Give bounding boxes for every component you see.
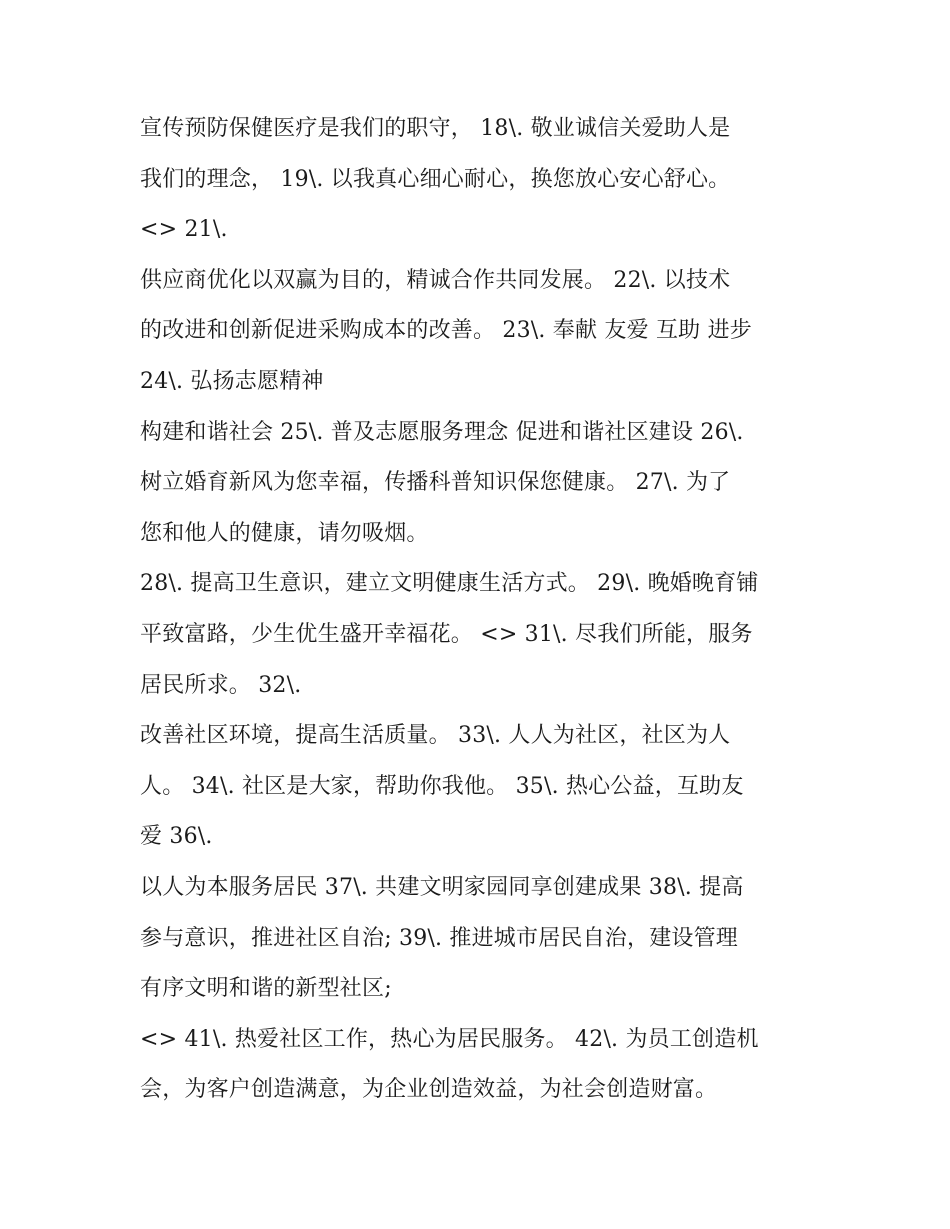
text-line: 树立婚育新风为您幸福，传播科普知识保您健康。 27\. 为了	[140, 470, 731, 496]
text-line: 您和他人的健康，请勿吸烟。	[140, 520, 429, 546]
text-line: 的改进和创新促进采购成本的改善。 23\. 奉献 友爱 互助 进步	[140, 318, 752, 344]
text-line: 以人为本服务居民 37\. 共建文明家园同享创建成果 38\. 提高	[140, 874, 744, 900]
text-line: 宣传预防保健医疗是我们的职守， 18\. 敬业诚信关爱助人是	[140, 116, 731, 141]
document-body	[140, 104, 830, 1116]
text-line: 改善社区环境，提高生活质量。 33\. 人人为社区，社区为人	[140, 723, 731, 749]
text-line: 我们的理念， 19\. 以我真心细心耐心，换您放心安心舒心。	[140, 166, 731, 192]
text-line: <> 41\. 热爱社区工作，热心为居民服务。 42\. 为员工创造机	[140, 1026, 759, 1052]
text-line: 24\. 弘扬志愿精神	[140, 368, 324, 394]
text-line: <> 21\.	[140, 217, 228, 243]
text-line: 居民所求。 32\.	[140, 672, 302, 698]
text-line: 供应商优化以双赢为目的，精诚合作共同发展。 22\. 以技术	[140, 267, 731, 293]
text-line: 会，为客户创造满意，为企业创造效益，为社会创造财富。	[140, 1077, 718, 1103]
text-line: 28\. 提高卫生意识，建立文明健康生活方式。 29\. 晚婚晚育铺	[140, 571, 759, 597]
text-line: 爱 36\.	[140, 824, 213, 850]
text-line: 构建和谐社会 25\. 普及志愿服务理念 促进和谐社区建设 26\.	[140, 419, 744, 445]
text-line: 平致富路，少生优生盛开幸福花。 <> 31\. 尽我们所能，服务	[140, 621, 753, 647]
text-line: 参与意识，推进社区自治; 39\. 推进城市居民自治，建设管理	[140, 925, 738, 951]
text-line: 人。 34\. 社区是大家，帮助你我他。 35\. 热心公益，互助友	[140, 773, 744, 799]
text-line: 有序文明和谐的新型社区;	[140, 976, 392, 1002]
